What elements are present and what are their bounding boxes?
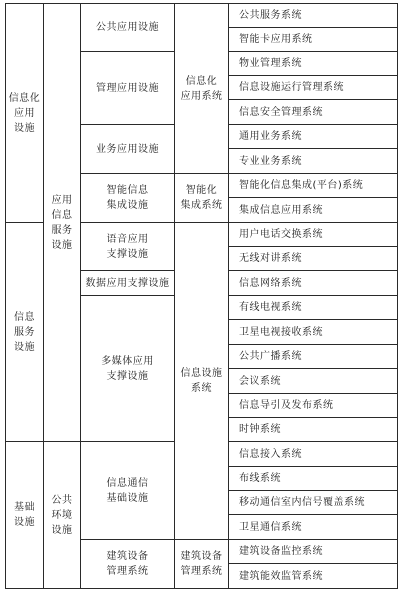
system-cell: 信息网络系统 — [239, 277, 302, 289]
category-cell: 信息化 应用 设施 — [8, 92, 41, 134]
category-cell: 信息 服务 设施 — [14, 311, 35, 353]
facility-cell: 管理应用设施 — [96, 82, 159, 94]
system-cell: 无线对讲系统 — [239, 253, 302, 264]
facility-cell: 建筑设备 管理系统 — [106, 551, 149, 577]
facility-cell: 数据应用支撑设施 — [85, 277, 170, 289]
system-cell: 卫星通信系统 — [239, 521, 302, 533]
system-cell: 建筑能效监管系统 — [239, 570, 323, 582]
group-cell: 应用 信息 服务 设施 — [51, 194, 73, 251]
system-cell: 会议系统 — [239, 375, 281, 387]
system-cell: 公共广播系统 — [239, 351, 302, 362]
facility-cell: 语音应用 支撑设施 — [106, 233, 149, 260]
system-cell: 移动通信室内信号覆盖系统 — [239, 497, 365, 508]
system-group-cell: 建筑设备 管理系统 — [180, 551, 223, 577]
system-cell: 信息接入系统 — [239, 448, 302, 460]
facility-cell: 信息通信 基础设施 — [106, 477, 149, 504]
system-cell: 有线电视系统 — [239, 302, 302, 313]
system-cell: 智能卡应用系统 — [239, 34, 313, 45]
table-border-bottom — [5, 588, 398, 589]
system-cell: 通用业务系统 — [239, 131, 302, 142]
system-cell: 公共服务系统 — [239, 10, 302, 21]
system-cell: 用户电话交换系统 — [239, 229, 323, 240]
system-cell: 物业管理系统 — [239, 58, 302, 69]
facility-cell: 多媒体应用 支撑设施 — [101, 355, 154, 382]
facility-cell: 智能信息 集成设施 — [106, 185, 149, 211]
system-group-cell: 智能化 集成系统 — [180, 185, 223, 211]
system-group-cell: 信息化 应用系统 — [180, 75, 223, 102]
system-cell: 时钟系统 — [239, 424, 281, 435]
system-cell: 信息设施运行管理系统 — [239, 82, 344, 93]
system-cell: 卫星电视接收系统 — [239, 326, 323, 338]
system-cell: 信息导引及发布系统 — [239, 400, 334, 411]
system-cell: 信息安全管理系统 — [239, 106, 323, 118]
system-cell: 集成信息应用系统 — [239, 204, 323, 216]
system-cell: 建筑设备监控系统 — [239, 546, 323, 557]
category-cell: 基础 设施 — [14, 502, 35, 528]
system-group-cell: 信息设施 系统 — [180, 368, 223, 394]
system-cell: 智能化信息集成(平台)系统 — [239, 180, 364, 191]
facility-cell: 公共应用设施 — [96, 22, 159, 33]
system-cell: 布线系统 — [239, 473, 281, 484]
group-cell: 公共 环境 设施 — [51, 494, 73, 536]
facility-cell: 业务应用设施 — [96, 143, 159, 155]
system-cell: 专业业务系统 — [239, 155, 302, 167]
